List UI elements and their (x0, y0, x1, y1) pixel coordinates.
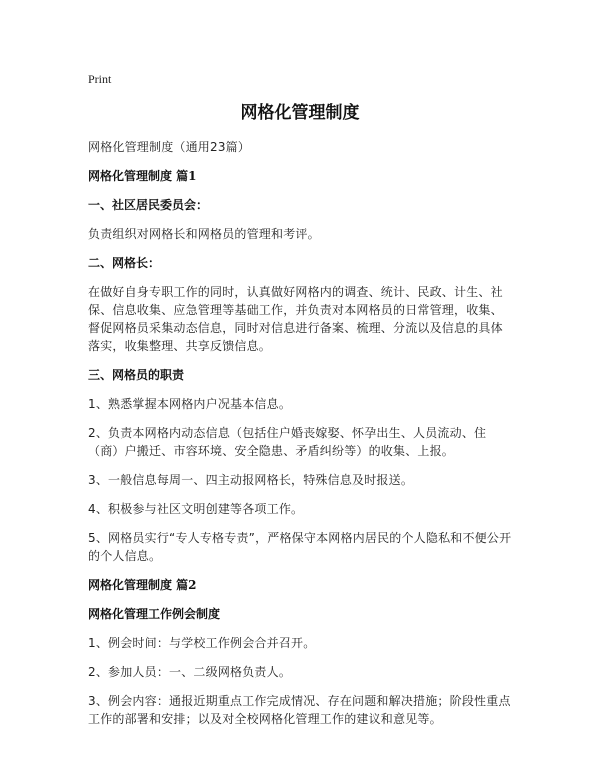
duty-item-3: 3、一般信息每周一、四主动报网格长，特殊信息及时报送。 (88, 473, 414, 487)
duty-item-5: 5、网格员实行“专人专格专责”，严格保守本网格内居民的个人隐私和不便公开的个人信息。 (88, 531, 512, 563)
section2-heading: 二、网格长： (88, 256, 161, 270)
section2-text: 在做好自身专职工作的同时，认真做好网格内的调查、统计、民政、计生、社保、信息收集、应急管理等基础工作，并负责对本网格员的日常管理，收集、督促网格员采集动态信息，同时对信息进行备案、梳理、分流以及信息的具体落实，收集整理、共享反馈信息。 (88, 285, 503, 353)
meeting-item-3: 3、例会内容：通报近期重点工作完成情况、存在问题和解决措施；阶段性重点工作的部署和安排；以及对全校网格化管理工作的建议和意见等。 (88, 694, 511, 726)
section3-heading: 三、网格员的职责 (88, 368, 185, 382)
duty-item-4: 4、积极参与社区文明创建等各项工作。 (88, 502, 304, 516)
duty-item-2: 2、负责本网格内动态信息（包括住户婚丧嫁娶、怀孕出生、人员流动、住（商）户搬迁、市容环境、安全隐患、矛盾纠纷等）的收集、上报。 (88, 426, 487, 458)
section1-text: 负责组织对网格长和网格员的管理和考评。 (88, 227, 320, 241)
part2-heading: 网格化管理制度 篇2 (88, 578, 197, 592)
document-title: 网格化管理制度 (240, 103, 360, 123)
part1-heading: 网格化管理制度 篇1 (88, 169, 197, 183)
document-subtitle: 网格化管理制度（通用23篇） (88, 140, 251, 154)
meeting-item-2: 2、参加人员：一、二级网格负责人。 (88, 665, 292, 679)
meeting-section-heading: 网格化管理工作例会制度 (88, 607, 221, 621)
duty-item-1: 1、熟悉掌握本网格内户况基本信息。 (88, 397, 292, 411)
meeting-item-1: 1、例会时间：与学校工作例会合并召开。 (88, 636, 316, 650)
section1-heading: 一、社区居民委员会： (88, 198, 209, 212)
print-label: Print (88, 72, 112, 86)
